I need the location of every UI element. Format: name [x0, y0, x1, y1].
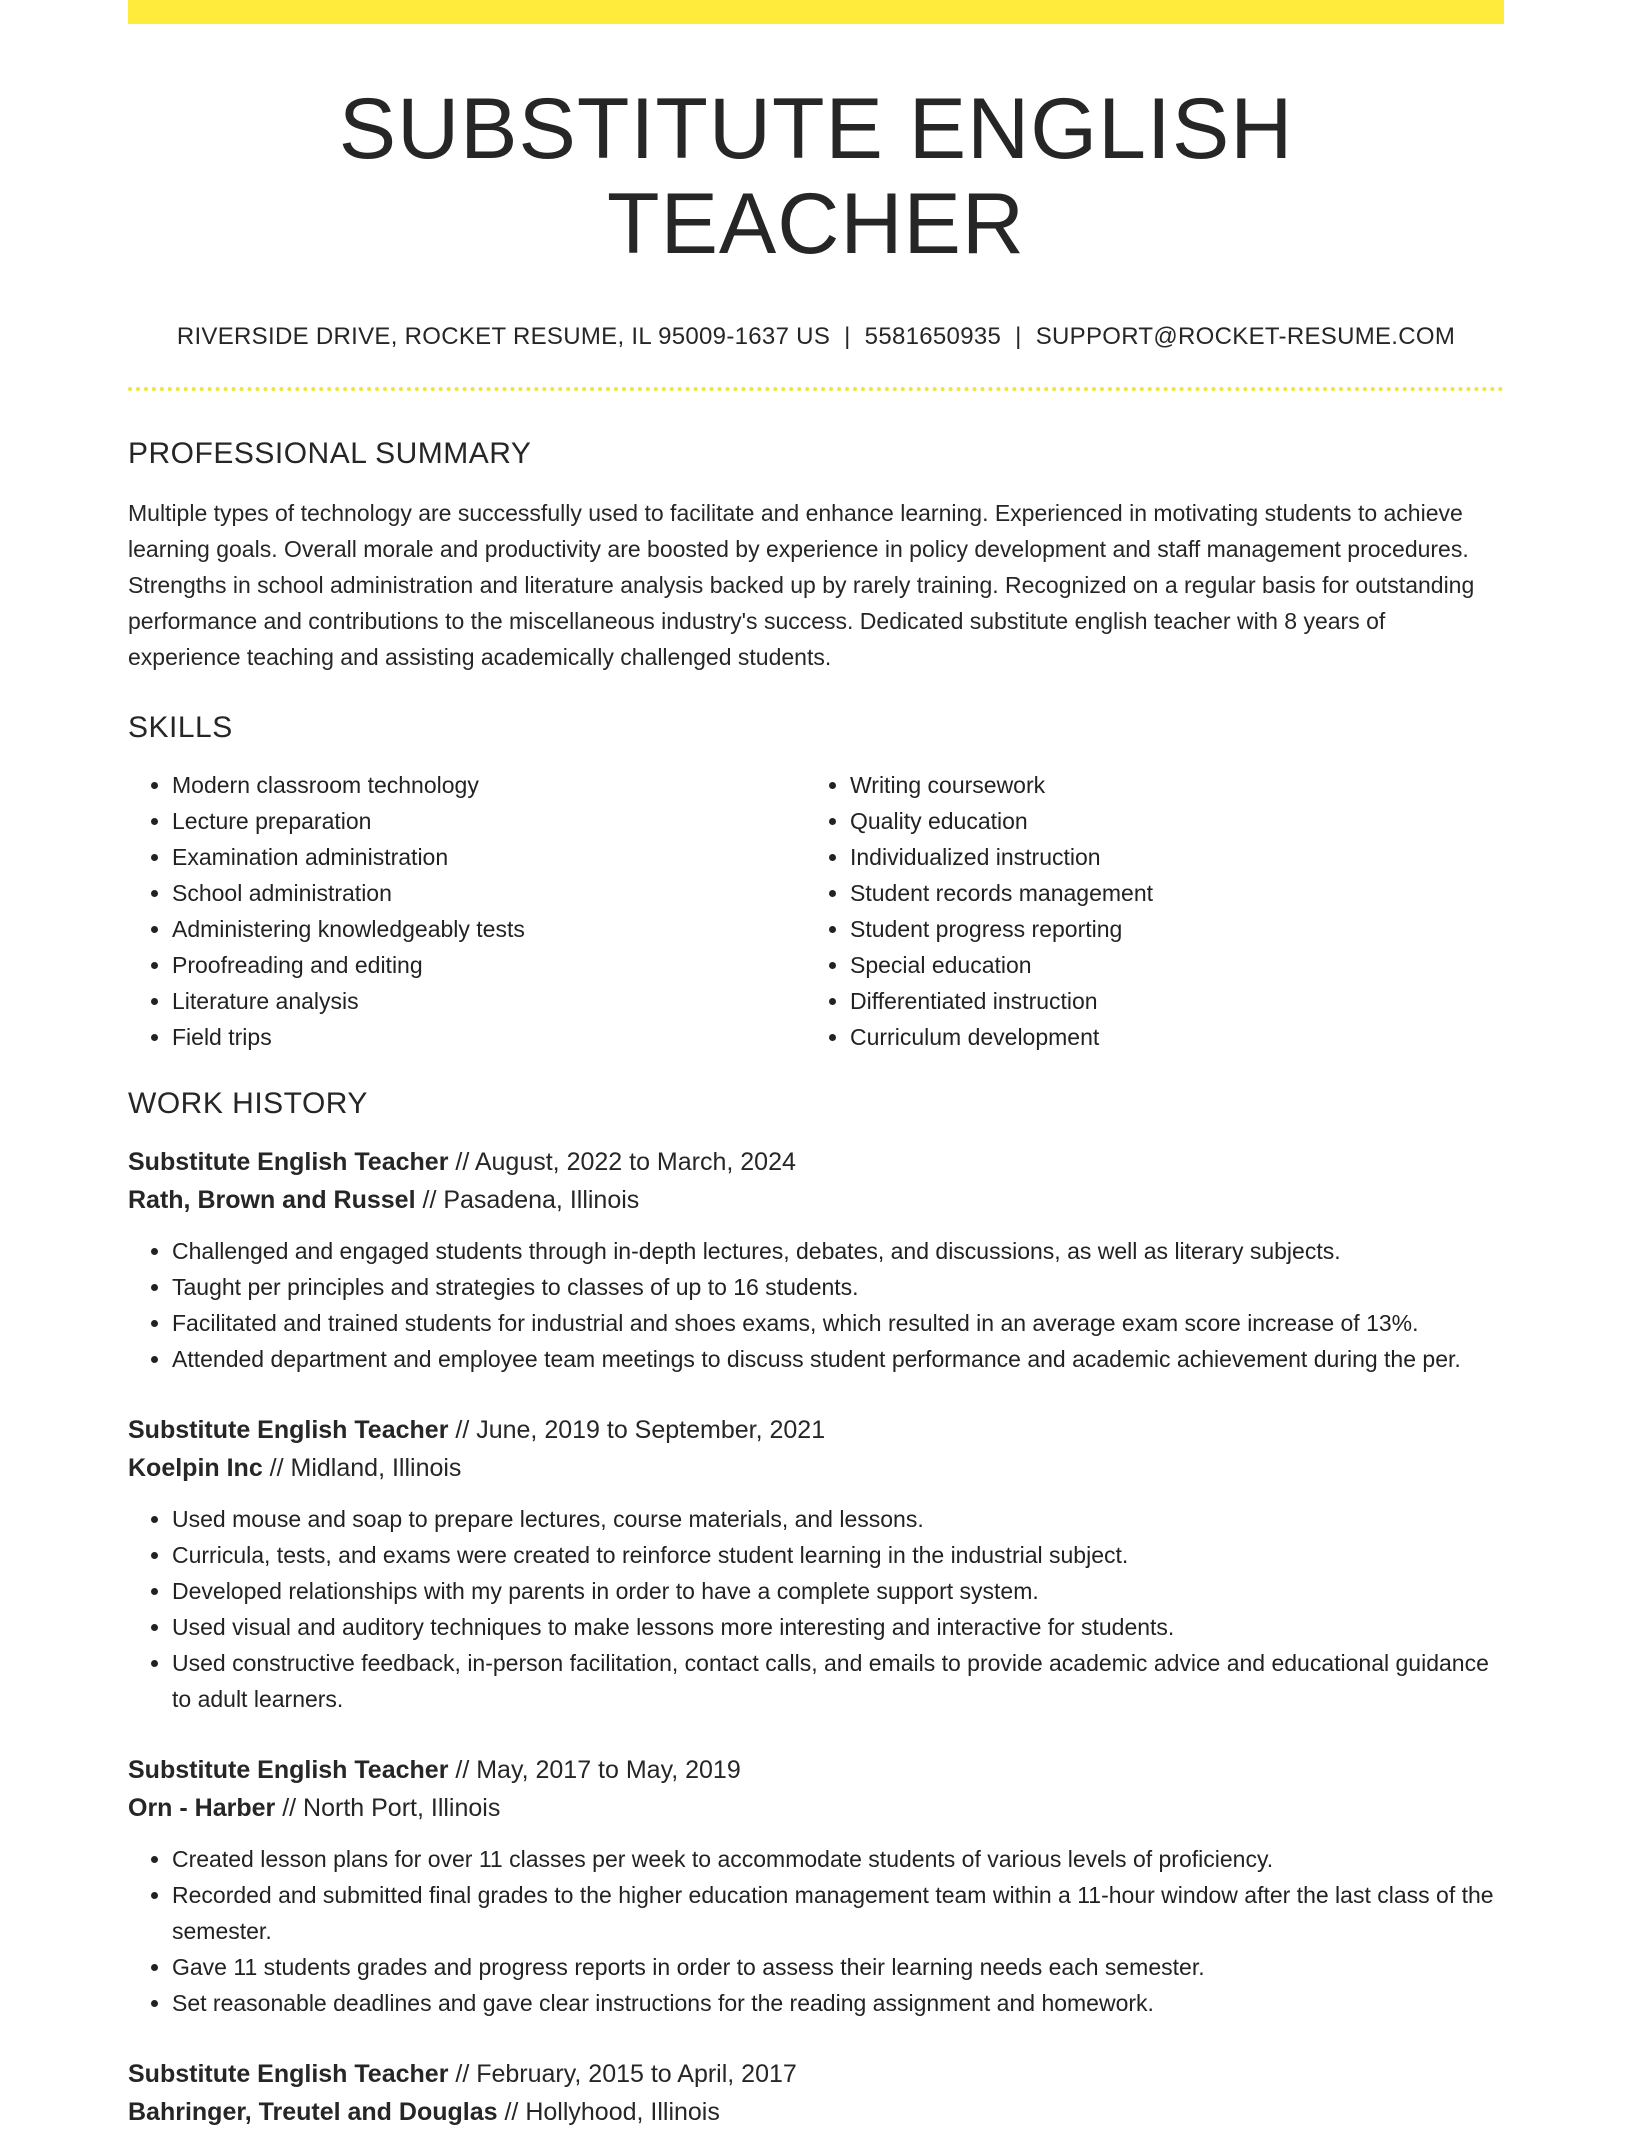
summary-heading: PROFESSIONAL SUMMARY	[128, 437, 532, 471]
skills-grid	[128, 767, 1504, 1055]
contact-separator: |	[1015, 323, 1022, 351]
job-entry	[128, 2055, 1504, 2131]
contact-phone: 5581650935	[864, 323, 1002, 351]
job-company: Orn - Harber	[128, 1794, 276, 1823]
job-bullets	[128, 1233, 1504, 1377]
job-bullet: • Developed relationships with my parents in order to have a complete support system.	[172, 1573, 1504, 1609]
skill-item: • Lecture preparation	[172, 803, 806, 839]
skill-item: • School administration	[172, 875, 806, 911]
job-bullets	[128, 1841, 1504, 2021]
contact-line	[128, 323, 1504, 351]
job-bullet: • Facilitated and trained students for industrial and shoes exams, which resulted in an average exam score increase of 13%.	[172, 1305, 1504, 1341]
job-company: Bahringer, Treutel and Douglas	[128, 2098, 498, 2127]
summary-text: Multiple types of technology are successfully used to facilitate and enhance learning. Experienced in motivating students to achieve learning goals. Overall morale and productivity are boosted by experience in policy development and staff management procedures. Strengths in school administration and literature analysis backed up by rarely training. Recognized on a regular basis for outstanding performance and contributions to the miscellaneous industry's success. Dedicated substitute english teacher with 8 years of experience teaching and assisting academically challenged students.	[128, 500, 1475, 671]
job-title: Substitute English Teacher	[128, 1756, 449, 1785]
job-dates: // June, 2019 to September, 2021	[448, 1416, 826, 1445]
job-company-line	[128, 1449, 1504, 1487]
skill-item: • Modern classroom technology	[172, 767, 806, 803]
resume-page	[128, 0, 1504, 2131]
job-bullet: • Used constructive feedback, in-person facilitation, contact calls, and emails to provide academic advice and educational guidance to adult learners.	[172, 1645, 1504, 1717]
job-bullets	[128, 1501, 1504, 1717]
job-company-line	[128, 1181, 1504, 1219]
job-title-line	[128, 1411, 1504, 1449]
skill-item: • Special education	[850, 947, 1484, 983]
skill-item: • Individualized instruction	[850, 839, 1484, 875]
job-bullet: • Recorded and submitted final grades to the higher education management team within a 11-hour window after the last class of the semester.	[172, 1877, 1504, 1949]
job-entry	[128, 1751, 1504, 2021]
skill-item: • Curriculum development	[850, 1019, 1484, 1055]
job-entry	[128, 1411, 1504, 1717]
job-dates: // August, 2022 to March, 2024	[448, 1148, 796, 1177]
job-entry	[128, 1143, 1504, 1377]
job-bullet: • Curricula, tests, and exams were created to reinforce student learning in the industrial subject.	[172, 1537, 1504, 1573]
skills-list-right	[806, 767, 1484, 1055]
dotted-divider	[128, 387, 1504, 391]
job-location: // Pasadena, Illinois	[415, 1186, 640, 1215]
job-title-line	[128, 1143, 1504, 1181]
skill-item: • Examination administration	[172, 839, 806, 875]
job-location: // Hollyhood, Illinois	[497, 2098, 720, 2127]
job-dates: // May, 2017 to May, 2019	[448, 1756, 741, 1785]
skill-item: • Writing coursework	[850, 767, 1484, 803]
job-bullet: • Used mouse and soap to prepare lectures, course materials, and lessons.	[172, 1501, 1504, 1537]
job-company: Koelpin Inc	[128, 1454, 263, 1483]
contact-address: RIVERSIDE DRIVE, ROCKET RESUME, IL 95009-1637 US	[176, 323, 831, 351]
job-bullet: • Gave 11 students grades and progress reports in order to assess their learning needs each semester.	[172, 1949, 1504, 1985]
job-title: Substitute English Teacher	[128, 1148, 449, 1177]
job-bullet: • Used visual and auditory techniques to make lessons more interesting and interactive for students.	[172, 1609, 1504, 1645]
job-bullet: • Created lesson plans for over 11 classes per week to accommodate students of various levels of proficiency.	[172, 1841, 1504, 1877]
job-company: Rath, Brown and Russel	[128, 1186, 416, 1215]
work-history-heading: WORK HISTORY	[128, 1087, 368, 1121]
job-bullet: • Attended department and employee team meetings to discuss student performance and academic achievement during the per.	[172, 1341, 1504, 1377]
job-location: // North Port, Illinois	[275, 1794, 501, 1823]
job-title: Substitute English Teacher	[128, 2060, 449, 2089]
skill-item: • Administering knowledgeably tests	[172, 911, 806, 947]
job-bullet: • Set reasonable deadlines and gave clear instructions for the reading assignment and homework.	[172, 1985, 1504, 2021]
skill-item: • Student records management	[850, 875, 1484, 911]
job-bullet: • Taught per principles and strategies to classes of up to 16 students.	[172, 1269, 1504, 1305]
contact-email[interactable]: SUPPORT@ROCKET-RESUME.COM	[1035, 323, 1456, 351]
accent-bar	[128, 0, 1504, 24]
skill-item: • Literature analysis	[172, 983, 806, 1019]
job-title-line	[128, 2055, 1504, 2093]
skills-heading: SKILLS	[128, 711, 233, 745]
skill-item: • Quality education	[850, 803, 1484, 839]
job-bullet: • Challenged and engaged students through in-depth lectures, debates, and discussions, as well as literary subjects.	[172, 1233, 1504, 1269]
contact-separator: |	[844, 323, 851, 351]
job-dates: // February, 2015 to April, 2017	[448, 2060, 797, 2089]
skills-list-left	[128, 767, 806, 1055]
skill-item: • Proofreading and editing	[172, 947, 806, 983]
skill-item: • Student progress reporting	[850, 911, 1484, 947]
job-title: Substitute English Teacher	[128, 1416, 449, 1445]
job-company-line	[128, 1789, 1504, 1827]
job-company-line	[128, 2093, 1504, 2131]
job-location: // Midland, Illinois	[262, 1454, 462, 1483]
skill-item: • Field trips	[172, 1019, 806, 1055]
job-title-line	[128, 1751, 1504, 1789]
resume-name: SUBSTITUTE ENGLISH TEACHER	[338, 81, 1294, 272]
skill-item: • Differentiated instruction	[850, 983, 1484, 1019]
